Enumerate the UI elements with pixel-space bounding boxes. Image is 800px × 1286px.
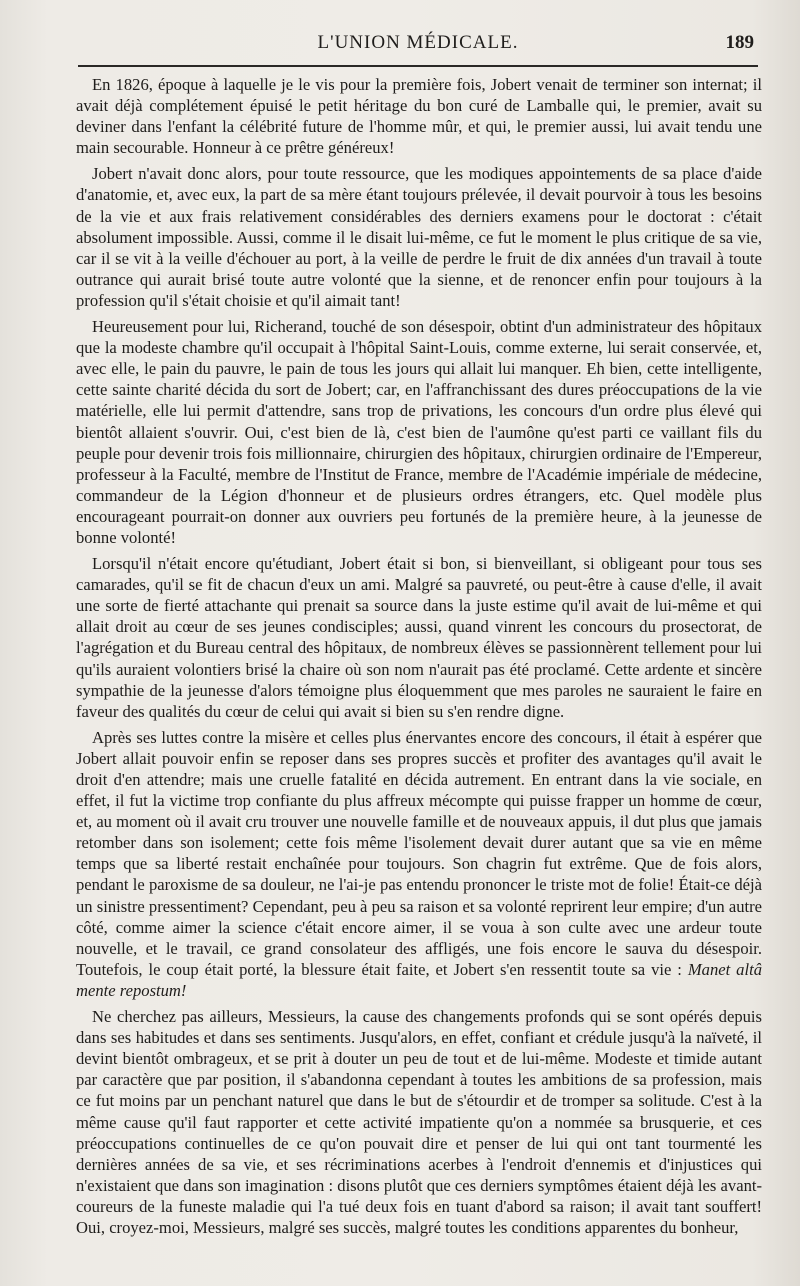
journal-title: L'UNION MÉDICALE. <box>317 32 519 53</box>
paragraph-5 <box>76 727 762 1001</box>
article-body <box>76 74 762 1238</box>
paragraph-4: Lorsqu'il n'était encore qu'étudiant, Jobert était si bon, si bienveillant, si obligeant pour tous ses camarades, qu'il se fit de chacun d'eux un ami. Malgré sa pauvreté, ou peut-être à cause d'elle, il avait une sorte de fierté attachante qui prenait sa source dans la juste estime qu'il avait de lui-même et qui allait droit au cœur de ses jeunes condisciples; aussi, quand vinrent les concours du prosectorat, de l'agrégation et du Bureau central des hôpitaux, de nombreux élèves se passionnèrent tellement pour lui qu'ils auraient volontiers brisé la chaire où son nom n'aurait pas été proclamé. Cette ardente et sincère sympathie de la jeunesse d'alors témoigne plus éloquemment que mes paroles ne sauraient le faire en faveur des qualités du cœur de celui qui avait si bien su s'en rendre digne. <box>76 554 762 721</box>
paragraph-6: Ne cherchez pas ailleurs, Messieurs, la cause des changements profonds qui se sont opérés depuis dans ses habitudes et dans ses sentiments. Jusqu'alors, en effet, confiant et crédule jusqu'à la naïveté, il devint bientôt ombrageux, et se prit à douter un peu de tout et de lui-même. Modeste et timide autant par caractère que par position, il s'abandonna cependant à toutes les ambitions de sa profession, mais ce fut moins par un penchant naturel que dans le but de s'étourdir et de tromper sa solitude. C'est à la même cause qu'il faut rapporter et cette activité impatiente qu'on a nommée sa brusquerie, et ces préoccupations continuelles de ce qu'on pouvait dire et penser de lui qui ont tant tourmenté les dernières années de sa vie, et ses récriminations acerbes à l'endroit d'ennemis et d'injustices qui n'existaient que dans son imagination : disons plutôt que ces derniers symptômes étaient déjà les avant-coureurs de la funeste maladie qui l'a tué deux fois en tuant d'abord sa raison; il avait tant souffert! Oui, croyez-moi, Messieurs, malgré ses succès, malgré toutes les conditions apparentes du bonheur, <box>76 1007 762 1237</box>
page-number: 189 <box>725 32 754 53</box>
paragraph-2: Jobert n'avait donc alors, pour toute ressource, que les modiques appointements de sa place d'aide d'anatomie, et, avec eux, la part de sa mère étant toujours prélevée, il devait pourvoir à tous les besoins de la vie et aux frais relativement considérables des derniers examens pour le doctorat : c'était absolument impossible. Aussi, comme il le disait lui-même, ce fut le moment le plus critique de sa vie, car il se vit à la veille d'échouer au port, à la veille de perdre le fruit de dix années d'un travail à toute outrance qui aurait brisé toute autre volonté que la sienne, et de renoncer enfin pour toujours à la profession qu'il s'était choisie et qu'il aimait tant! <box>76 164 762 310</box>
paragraph-3: Heureusement pour lui, Richerand, touché de son désespoir, obtint d'un administrateur des hôpitaux que la modeste chambre qu'il occupait à l'hôpital Saint-Louis, comme externe, lui serait conservée, et, avec elle, le pain du pauvre, le pain de tous les jours qui allait lui manquer. Eh bien, cette intelligente, cette sainte charité décida du sort de Jobert; car, en l'affranchissant des dures préoccupations de la vie matérielle, elle lui permit d'attendre, sans trop de privations, les concours d'un ordre plus élevé qui bientôt allaient s'ouvrir. Oui, c'est bien de là, c'est bien de l'aumône qu'est parti ce vaillant fils du peuple pour devenir trois fois millionnaire, chirurgien des hôpitaux, chirurgien ordinaire de l'Empereur, professeur à la Faculté, membre de l'Institut de France, membre de l'Académie impériale de médecine, commandeur de la Légion d'honneur et de plusieurs ordres étrangers, etc. Quel modèle plus encourageant pourrait-on donner aux ouvriers peu fortunés de la première heure, à la jeunesse de bonne volonté! <box>76 317 763 547</box>
latin-quote: Manet altâ mente repostum! <box>76 959 762 1000</box>
paragraph-5-text: Après ses luttes contre la misère et celles plus énervantes encore des concours, il était à espérer que Jobert allait pouvoir enfin se reposer dans ses propres succès et profiter des avantages qu'il avait le droit d'en attendre; mais une cruelle fatalité en décida autrement. En entrant dans la vie sociale, en effet, il fut la victime trop confiante du plus affreux mécompte qui puisse frapper un homme de cœur, et, au moment où il avait cru trouver une nouvelle famille et de nouveaux appuis, il dut plus que jamais retomber dans son isolement; cette fois même l'isolement devait durer autant que sa vie en même temps que sa liberté restait enchaînée pour toujours. Son chagrin fut extrême. Que de fois alors, pendant le paroxisme de sa douleur, ne l'ai-je pas entendu prononcer le triste mot de folie! Était-ce déjà un sinistre pressentiment? Cependant, peu à peu sa raison et sa volonté reprirent leur empire; d'un autre côté, comme aimer la science c'était encore aimer, il se voua à son culte avec une ardeur toute nouvelle, et le travail, ce grand consolateur des affligés, une fois encore le sauva du désespoir. Toutefois, le coup était porté, la blessure était faite, et Jobert s'en ressentit toute sa vie : <box>76 727 762 979</box>
paragraph-1: En 1826, époque à laquelle je le vis pour la première fois, Jobert venait de terminer son internat; il avait déjà complétement épuisé le petit héritage du bon curé de Lamballe qui, le premier, avait su deviner dans l'enfant la célébrité future de l'homme mûr, et qui, le premier aussi, lui avait tendu une main secourable. Honneur à ce prêtre généreux! <box>76 75 762 158</box>
running-head <box>78 30 758 58</box>
header-rule <box>78 65 758 67</box>
